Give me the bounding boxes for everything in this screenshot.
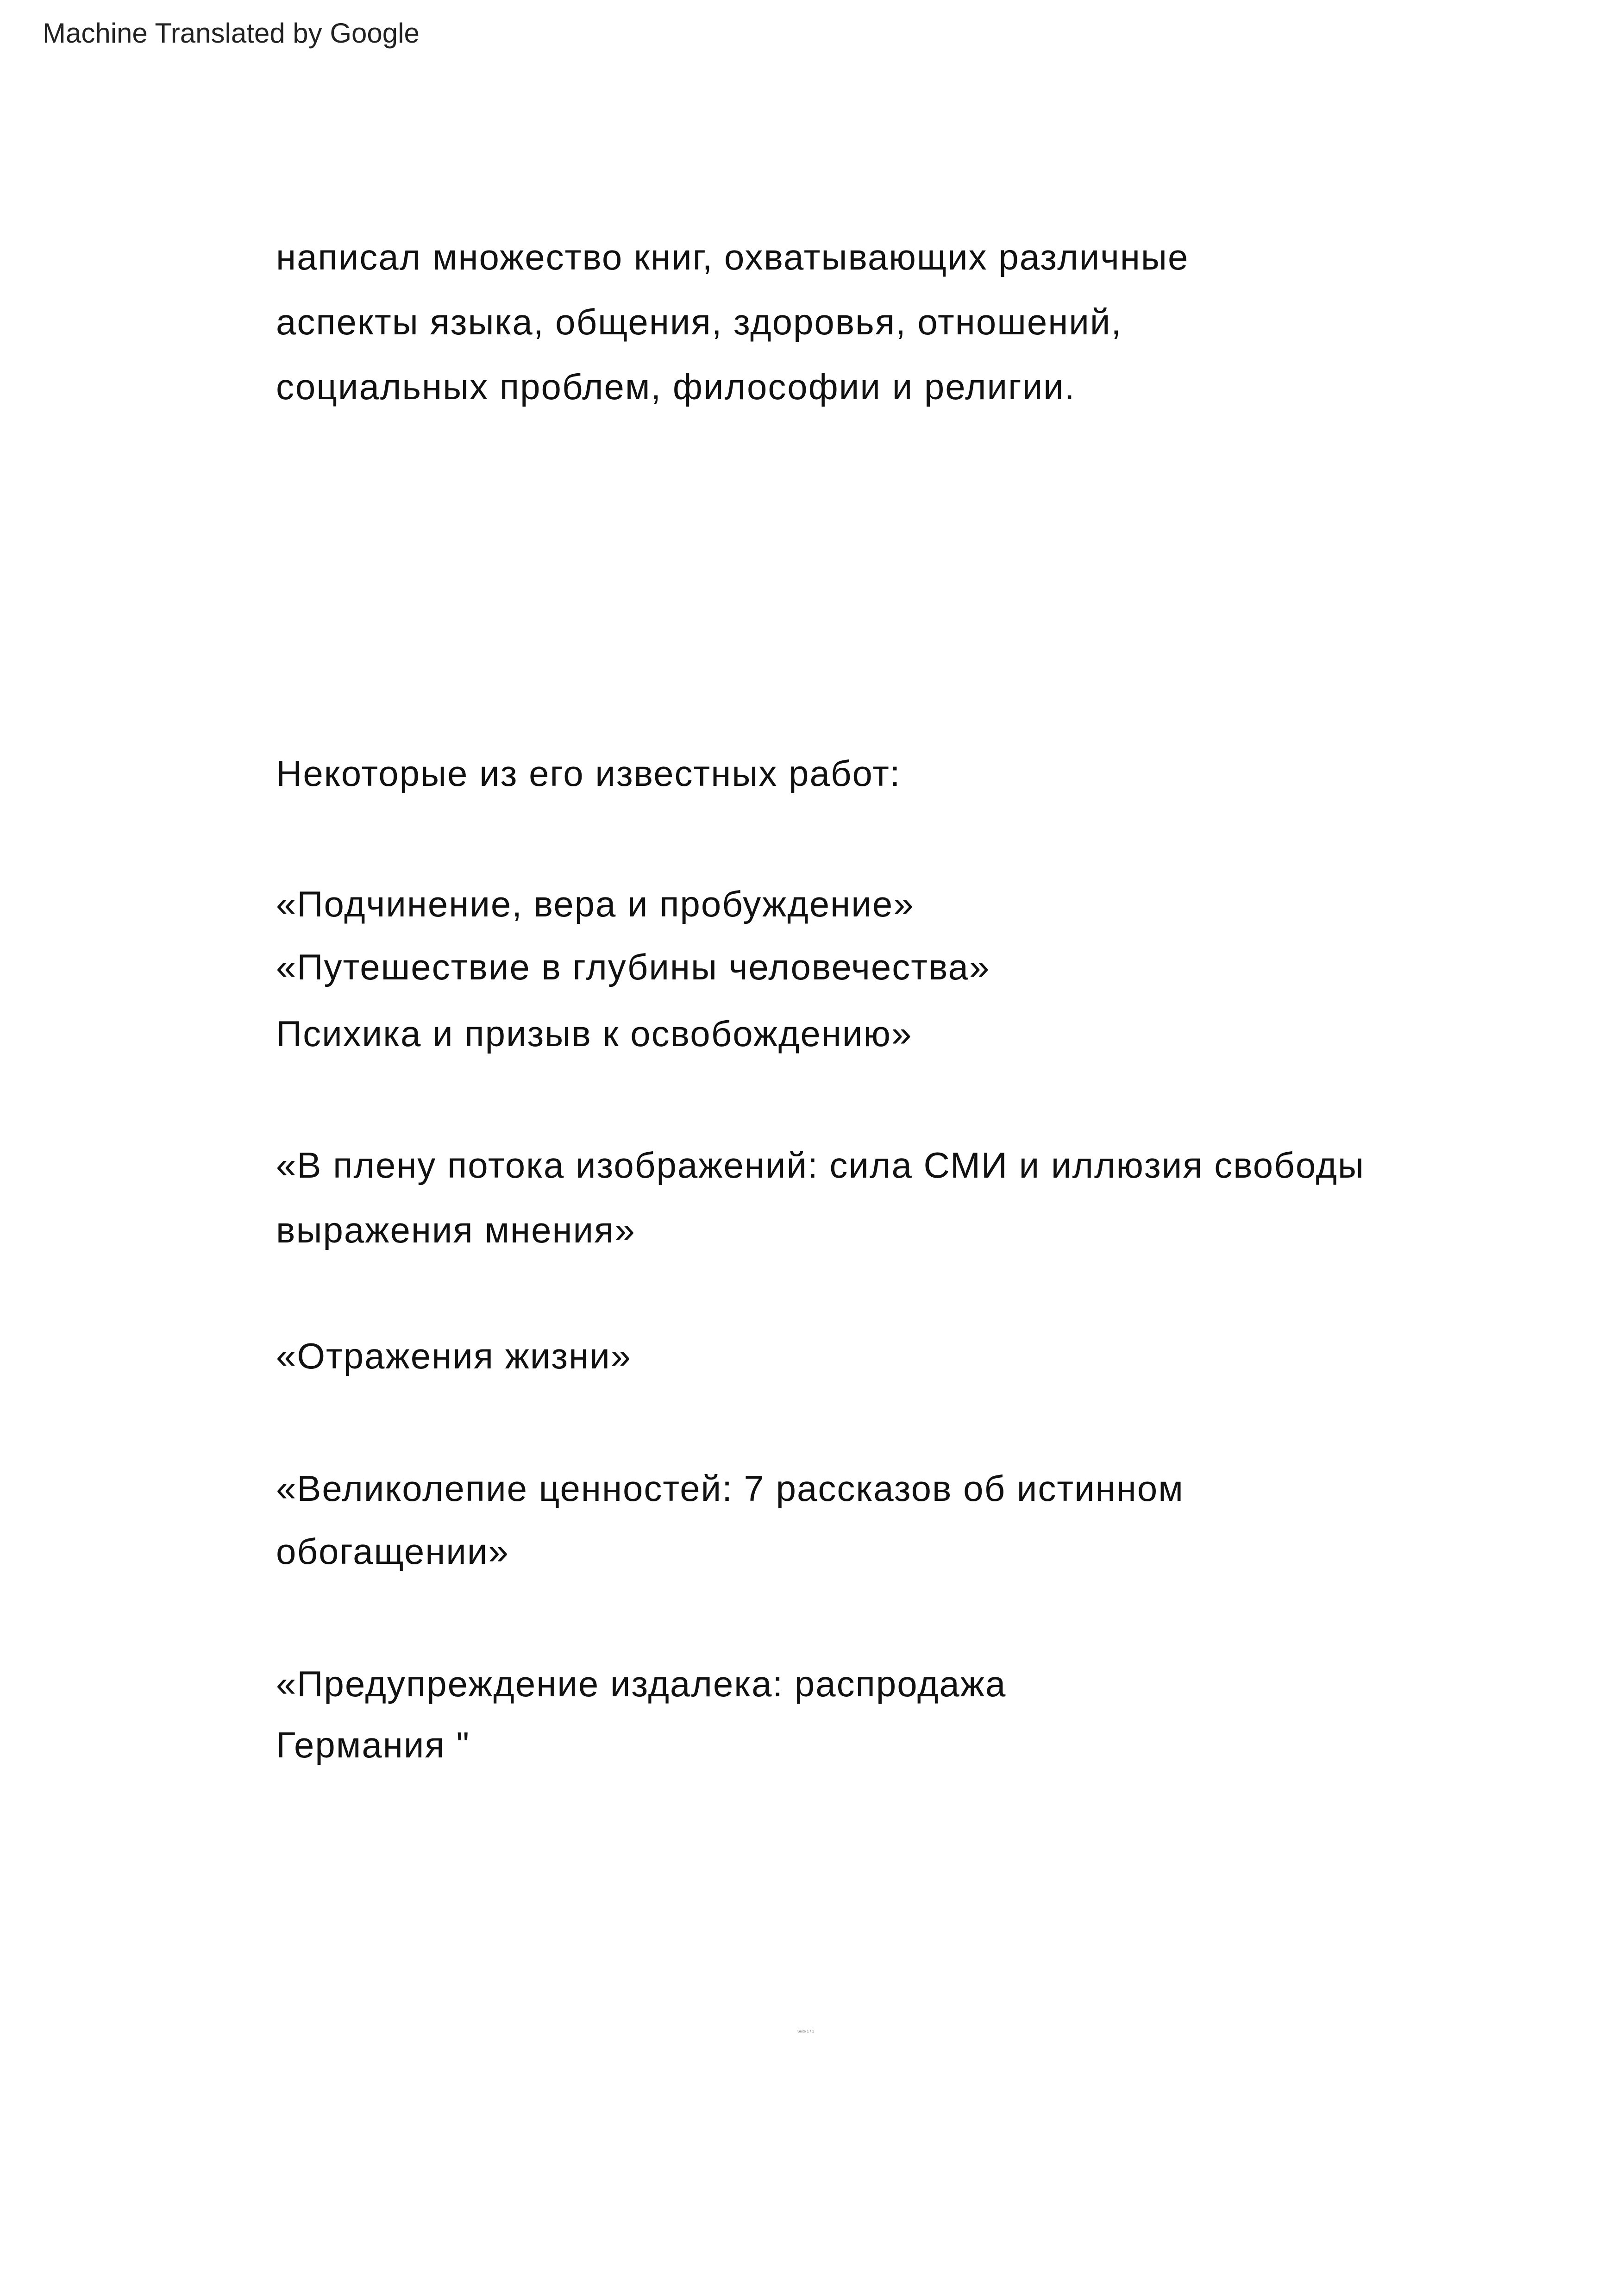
work-title-5: «Отражения жизни» — [276, 1336, 632, 1376]
works-heading: Некоторые из его известных работ: — [276, 753, 901, 794]
work-title-2: «Путешествие в глубины человечества» — [276, 947, 990, 987]
page-footer-mark: Seite 1 / 1 — [797, 2029, 815, 2033]
intro-line-2: аспекты языка, общения, здоровья, отношений, — [276, 301, 1122, 342]
machine-translation-banner: Machine Translated by Google — [43, 18, 420, 49]
work-title-7-line-1: «Предупреждение издалека: распродажа — [276, 1663, 1007, 1704]
work-title-7-line-2: Германия " — [276, 1725, 470, 1765]
work-title-1: «Подчинение, вера и пробуждение» — [276, 884, 915, 924]
work-title-6-line-2: обогащении» — [276, 1531, 509, 1572]
work-title-4-line-2: выражения мнения» — [276, 1210, 636, 1250]
intro-line-3: социальных проблем, философии и религии. — [276, 366, 1076, 407]
intro-line-1: написал множество книг, охватывающих различные — [276, 237, 1189, 277]
work-title-6-line-1: «Великолепие ценностей: 7 рассказов об истинном — [276, 1468, 1184, 1509]
work-title-3: Психика и призыв к освобождению» — [276, 1013, 913, 1054]
work-title-4-line-1: «В плену потока изображений: сила СМИ и иллюзия свободы — [276, 1145, 1365, 1186]
